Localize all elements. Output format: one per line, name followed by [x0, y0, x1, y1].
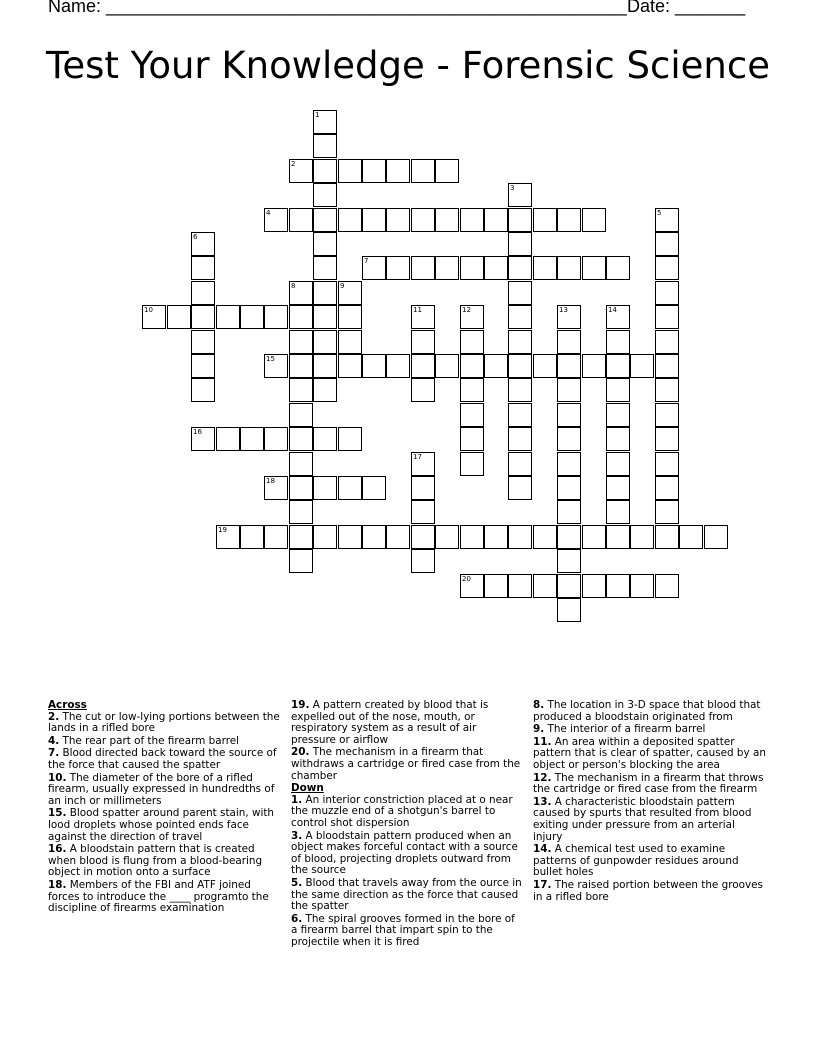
clue-number: 15: [266, 355, 275, 363]
grid-cell[interactable]: [289, 525, 313, 549]
clue-text: The rear part of the firearm barrel: [59, 734, 240, 747]
grid-cell[interactable]: [533, 574, 557, 598]
clue-number: 5: [657, 209, 662, 217]
grid-cell[interactable]: [557, 427, 581, 451]
grid-cell[interactable]: [313, 110, 337, 134]
clue-number: 16.: [48, 843, 67, 856]
grid-cell[interactable]: [557, 378, 581, 402]
grid-cell[interactable]: [240, 427, 264, 451]
clue-number: 11.: [533, 735, 552, 748]
grid-cell[interactable]: [655, 378, 679, 402]
grid-cell[interactable]: [313, 354, 337, 378]
grid-cell[interactable]: [216, 305, 240, 329]
down-clue: [533, 737, 767, 772]
grid-cell[interactable]: [411, 452, 435, 476]
grid-cell[interactable]: [411, 330, 435, 354]
grid-cell[interactable]: [460, 574, 484, 598]
grid-cell[interactable]: [411, 476, 435, 500]
down-heading: Down: [291, 782, 324, 795]
clue-number: 14.: [533, 843, 552, 856]
grid-cell[interactable]: [484, 525, 508, 549]
clue-number: 20.: [291, 746, 310, 759]
clue-text: The spiral grooves formed in the bore of a firearm barrel that impart spin to the projectile when it is fired: [291, 912, 515, 948]
grid-cell[interactable]: [606, 403, 630, 427]
down-clue: [533, 700, 767, 723]
grid-cell[interactable]: [386, 354, 410, 378]
grid-cell[interactable]: [655, 354, 679, 378]
grid-cell[interactable]: [191, 330, 215, 354]
clue-text: The cut or low-lying portions between the lands in a rifled bore: [48, 710, 280, 735]
clue-number: 10.: [48, 771, 67, 784]
grid-cell[interactable]: [338, 354, 362, 378]
grid-cell[interactable]: [582, 525, 606, 549]
clue-number: 6: [193, 233, 198, 241]
grid-cell[interactable]: [533, 208, 557, 232]
clue-text: The location in 3-D space that blood that produced a bloodstain originated from: [533, 699, 761, 723]
clue-number: 18: [266, 477, 275, 485]
grid-cell[interactable]: [411, 378, 435, 402]
grid-cell[interactable]: [289, 403, 313, 427]
clue-number: 8: [291, 282, 296, 290]
grid-cell[interactable]: [264, 427, 288, 451]
grid-cell[interactable]: [484, 256, 508, 280]
clue-number: 12: [462, 306, 471, 314]
grid-cell[interactable]: [508, 452, 532, 476]
grid-cell[interactable]: [484, 354, 508, 378]
grid-cell[interactable]: [655, 403, 679, 427]
clue-text: Members of the FBI and ATF joined forces to introduce the ____ programto the discipline of firearms examination: [48, 878, 269, 915]
grid-cell[interactable]: [191, 256, 215, 280]
clue-number: 4: [266, 209, 271, 217]
clue-text: A pattern created by blood that is expelled out of the nose, mouth, or respiratory system as a result of air pressure or airflow: [291, 699, 489, 746]
grid-cell[interactable]: [508, 525, 532, 549]
clue-number: 17: [413, 453, 422, 461]
grid-cell[interactable]: [655, 330, 679, 354]
grid-cell[interactable]: [606, 330, 630, 354]
grid-cell[interactable]: [508, 427, 532, 451]
grid-cell[interactable]: [313, 330, 337, 354]
clue-text: A bloodstain pattern that is created when blood is flung from a blood-bearing object in motion onto a surface: [48, 843, 263, 879]
grid-cell[interactable]: [630, 354, 654, 378]
grid-cell[interactable]: [289, 476, 313, 500]
grid-cell[interactable]: [460, 427, 484, 451]
grid-cell[interactable]: [557, 305, 581, 329]
grid-cell[interactable]: [386, 208, 410, 232]
clue-number: 11: [413, 306, 422, 314]
across-clue: [48, 880, 282, 915]
grid-cell[interactable]: [411, 208, 435, 232]
clue-number: 13.: [533, 795, 552, 808]
grid-cell[interactable]: [582, 208, 606, 232]
grid-cell[interactable]: [289, 549, 313, 573]
grid-cell[interactable]: [216, 427, 240, 451]
clue-text: A chemical test used to examine patterns of gunpowder residues around bullet holes: [533, 843, 739, 879]
down-clue: [533, 797, 767, 843]
grid-cell[interactable]: [582, 256, 606, 280]
grid-cell[interactable]: [313, 232, 337, 256]
grid-cell[interactable]: [704, 525, 728, 549]
grid-cell[interactable]: [508, 208, 532, 232]
grid-cell[interactable]: [460, 256, 484, 280]
grid-cell[interactable]: [264, 476, 288, 500]
grid-cell[interactable]: [655, 476, 679, 500]
grid-cell[interactable]: [411, 354, 435, 378]
grid-cell[interactable]: [435, 354, 459, 378]
clue-number: 8.: [533, 699, 545, 711]
grid-cell[interactable]: [313, 208, 337, 232]
grid-cell[interactable]: [557, 208, 581, 232]
grid-cell[interactable]: [411, 159, 435, 183]
grid-cell[interactable]: [362, 256, 386, 280]
grid-cell[interactable]: [411, 256, 435, 280]
grid-cell[interactable]: [508, 281, 532, 305]
clue-number: 19: [218, 526, 227, 534]
grid-cell[interactable]: [582, 354, 606, 378]
grid-cell[interactable]: [167, 305, 191, 329]
grid-cell[interactable]: [142, 305, 166, 329]
grid-cell[interactable]: [313, 183, 337, 207]
grid-cell[interactable]: [289, 452, 313, 476]
grid-cell[interactable]: [606, 452, 630, 476]
grid-cell[interactable]: [240, 305, 264, 329]
clue-number: 5.: [291, 876, 303, 889]
grid-cell[interactable]: [289, 354, 313, 378]
grid-cell[interactable]: [313, 378, 337, 402]
grid-cell[interactable]: [508, 232, 532, 256]
grid-cell[interactable]: [435, 256, 459, 280]
grid-cell[interactable]: [460, 378, 484, 402]
grid-cell[interactable]: [460, 452, 484, 476]
grid-cell[interactable]: [362, 525, 386, 549]
across-clue: [291, 747, 523, 782]
clue-number: 18.: [48, 878, 67, 891]
clue-number: 10: [144, 306, 153, 314]
grid-cell[interactable]: [411, 305, 435, 329]
grid-cell[interactable]: [655, 232, 679, 256]
name-field[interactable]: Name: ____________________________________________________: [48, 0, 627, 16]
across-clue: [48, 808, 282, 843]
grid-cell[interactable]: [264, 525, 288, 549]
grid-cell[interactable]: [338, 427, 362, 451]
grid-cell[interactable]: [557, 525, 581, 549]
grid-cell[interactable]: [557, 330, 581, 354]
clue-number: 17.: [533, 878, 552, 891]
down-clue: [533, 880, 767, 903]
grid-cell[interactable]: [533, 354, 557, 378]
grid-cell[interactable]: [362, 208, 386, 232]
grid-cell[interactable]: [386, 525, 410, 549]
grid-cell[interactable]: [606, 427, 630, 451]
grid-cell[interactable]: [557, 256, 581, 280]
across-clue: [48, 736, 282, 748]
clue-text: The interior of a firearm barrel: [544, 723, 706, 736]
grid-cell[interactable]: [508, 378, 532, 402]
clue-text: Blood directed back toward the source of the force that caused the spatter: [48, 747, 277, 771]
grid-cell[interactable]: [460, 305, 484, 329]
grid-cell[interactable]: [508, 183, 532, 207]
grid-cell[interactable]: [191, 354, 215, 378]
clue-number: 16: [193, 428, 202, 436]
grid-cell[interactable]: [313, 476, 337, 500]
grid-cell[interactable]: [655, 281, 679, 305]
across-clue: [48, 773, 282, 808]
grid-cell[interactable]: [557, 476, 581, 500]
clue-number: 6.: [291, 912, 303, 925]
clue-text: The mechanism in a firearm that withdraws a cartridge or fired case from the chamber: [291, 746, 521, 782]
grid-cell[interactable]: [191, 281, 215, 305]
grid-cell[interactable]: [338, 208, 362, 232]
grid-cell[interactable]: [338, 305, 362, 329]
clue-text: An area within a deposited spatter pattern that is clear of spatter, caused by an object or person's blocking the area: [533, 735, 766, 771]
clue-number: 7.: [48, 747, 60, 760]
grid-cell[interactable]: [606, 500, 630, 524]
clue-text: The raised portion between the grooves in a rifled bore: [533, 878, 763, 903]
clue-number: 15.: [48, 807, 67, 820]
grid-cell[interactable]: [338, 330, 362, 354]
grid-cell[interactable]: [313, 281, 337, 305]
grid-cell[interactable]: [313, 134, 337, 158]
clue-text: An interior constriction placed at o near the muzzle end of a shotgun's barrel to control shot dispersion: [291, 793, 513, 829]
grid-cell[interactable]: [264, 354, 288, 378]
down-clue: [291, 795, 523, 830]
grid-cell[interactable]: [460, 525, 484, 549]
grid-cell[interactable]: [191, 427, 215, 451]
grid-cell[interactable]: [240, 525, 264, 549]
grid-cell[interactable]: [557, 452, 581, 476]
grid-cell[interactable]: [655, 500, 679, 524]
clue-number: 9: [340, 282, 345, 290]
date-field[interactable]: Date: _______: [627, 0, 746, 16]
grid-cell[interactable]: [289, 281, 313, 305]
clue-number: 2: [291, 160, 296, 168]
clue-number: 9.: [533, 723, 545, 736]
grid-cell[interactable]: [533, 256, 557, 280]
clue-number: 13: [559, 306, 568, 314]
grid-cell[interactable]: [313, 427, 337, 451]
grid-cell[interactable]: [630, 525, 654, 549]
grid-cell[interactable]: [289, 500, 313, 524]
grid-cell[interactable]: [557, 574, 581, 598]
clue-number: 3.: [291, 829, 303, 842]
grid-cell[interactable]: [460, 354, 484, 378]
clue-text: A characteristic bloodstain pattern caused by spurts that resulted from blood exiting under pressure from an arterial injury: [533, 795, 752, 843]
clue-number: 12.: [533, 771, 552, 784]
grid-cell[interactable]: [289, 427, 313, 451]
grid-cell[interactable]: [313, 305, 337, 329]
clue-number: 1.: [291, 793, 303, 806]
grid-cell[interactable]: [533, 525, 557, 549]
grid-cell[interactable]: [557, 354, 581, 378]
grid-cell[interactable]: [630, 574, 654, 598]
down-clue: [533, 773, 767, 796]
grid-cell[interactable]: [435, 208, 459, 232]
grid-cell[interactable]: [606, 476, 630, 500]
grid-cell[interactable]: [508, 305, 532, 329]
grid-cell[interactable]: [191, 232, 215, 256]
grid-cell[interactable]: [289, 208, 313, 232]
across-heading: Across: [48, 699, 87, 711]
clue-column-1: [48, 700, 282, 916]
clue-text: The diameter of the bore of a rifled firearm, usually expressed in hundredths of an inch or millimeters: [48, 771, 275, 807]
grid-cell[interactable]: [289, 378, 313, 402]
clue-number: 1: [315, 111, 320, 119]
across-clue: [291, 700, 523, 746]
clue-text: Blood that travels away from the ource in the same direction as the force that caused the spatter: [291, 876, 522, 913]
grid-cell[interactable]: [338, 281, 362, 305]
grid-cell[interactable]: [289, 159, 313, 183]
grid-cell[interactable]: [655, 427, 679, 451]
grid-cell[interactable]: [411, 549, 435, 573]
grid-cell[interactable]: [655, 208, 679, 232]
grid-cell[interactable]: [655, 525, 679, 549]
grid-cell[interactable]: [191, 378, 215, 402]
clue-number: 7: [364, 257, 369, 265]
grid-cell[interactable]: [655, 452, 679, 476]
grid-cell[interactable]: [508, 403, 532, 427]
across-clue: [48, 748, 282, 771]
grid-cell[interactable]: [338, 476, 362, 500]
grid-cell[interactable]: [435, 159, 459, 183]
page-title: Test Your Knowledge - Forensic Science: [46, 44, 770, 87]
grid-cell[interactable]: [606, 305, 630, 329]
clue-text: A bloodstain pattern produced when an object makes forceful contact with a source of blood, projecting droplets outward from the source: [291, 829, 518, 877]
clue-text: The mechanism in a firearm that throws the cartridge or fired case from the firearm: [533, 771, 764, 796]
clue-column-2: [291, 700, 523, 949]
grid-cell[interactable]: [386, 256, 410, 280]
grid-cell[interactable]: [606, 354, 630, 378]
grid-cell[interactable]: [606, 256, 630, 280]
grid-cell[interactable]: [508, 354, 532, 378]
grid-cell[interactable]: [386, 159, 410, 183]
grid-cell[interactable]: [289, 305, 313, 329]
grid-cell[interactable]: [313, 159, 337, 183]
grid-cell[interactable]: [508, 476, 532, 500]
grid-cell[interactable]: [508, 256, 532, 280]
grid-cell[interactable]: [557, 549, 581, 573]
grid-cell[interactable]: [362, 159, 386, 183]
across-clue: [48, 712, 282, 735]
grid-cell[interactable]: [362, 476, 386, 500]
grid-cell[interactable]: [606, 378, 630, 402]
grid-cell[interactable]: [484, 574, 508, 598]
down-clue: [533, 844, 767, 879]
grid-cell[interactable]: [313, 525, 337, 549]
grid-cell[interactable]: [679, 525, 703, 549]
grid-cell[interactable]: [264, 305, 288, 329]
down-clue: [533, 724, 767, 736]
clue-number: 20: [462, 575, 471, 583]
grid-cell[interactable]: [508, 574, 532, 598]
grid-cell[interactable]: [411, 525, 435, 549]
grid-cell[interactable]: [411, 500, 435, 524]
grid-cell[interactable]: [313, 256, 337, 280]
grid-cell[interactable]: [508, 330, 532, 354]
clue-column-3: [533, 700, 767, 904]
grid-cell[interactable]: [435, 525, 459, 549]
grid-cell[interactable]: [264, 208, 288, 232]
grid-cell[interactable]: [289, 330, 313, 354]
clue-number: 4.: [48, 734, 60, 747]
clue-number: 14: [608, 306, 617, 314]
down-clue: [291, 831, 523, 877]
grid-cell[interactable]: [338, 525, 362, 549]
grid-cell[interactable]: [606, 525, 630, 549]
grid-cell[interactable]: [655, 574, 679, 598]
grid-cell[interactable]: [460, 403, 484, 427]
down-clue: [291, 914, 523, 949]
grid-cell[interactable]: [484, 208, 508, 232]
grid-cell[interactable]: [191, 305, 215, 329]
clue-number: 2.: [48, 710, 60, 723]
grid-cell[interactable]: [460, 330, 484, 354]
across-clue: [48, 844, 282, 879]
grid-cell[interactable]: [460, 208, 484, 232]
grid-cell[interactable]: [655, 256, 679, 280]
grid-cell[interactable]: [362, 354, 386, 378]
grid-cell[interactable]: [557, 598, 581, 622]
grid-cell[interactable]: [338, 159, 362, 183]
grid-cell[interactable]: [655, 305, 679, 329]
down-clue: [291, 878, 523, 913]
grid-cell[interactable]: [216, 525, 240, 549]
grid-cell[interactable]: [582, 574, 606, 598]
clue-number: 19.: [291, 699, 310, 711]
clue-number: 3: [510, 184, 515, 192]
grid-cell[interactable]: [606, 574, 630, 598]
grid-cell[interactable]: [557, 500, 581, 524]
grid-cell[interactable]: [557, 403, 581, 427]
clue-text: Blood spatter around parent stain, with lood droplets whose pointed ends face against the direction of travel: [48, 807, 275, 843]
